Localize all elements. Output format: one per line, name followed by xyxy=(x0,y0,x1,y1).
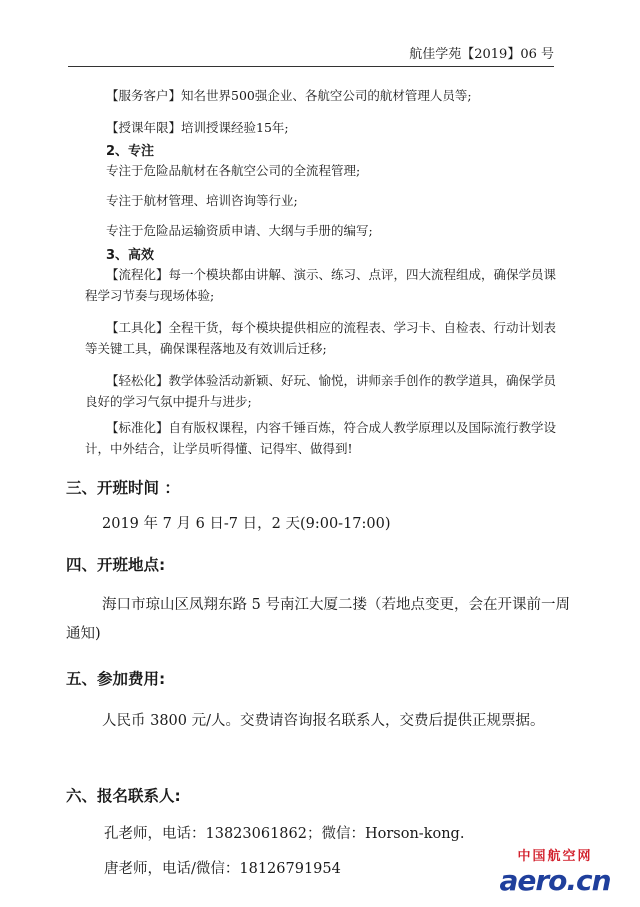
efficient-subtitle: 3、高效 xyxy=(106,248,155,263)
efficient-item: 【工具化】全程干货，每个模块提供相应的流程表、学习卡、自检表、行动计划表等关键工具，确保课程落地及有效训后迁移; xyxy=(85,320,557,356)
place-value: 海口市琼山区凤翔东路 5 号南江大厦二搂（若地点变更，会在开课前一周通知) xyxy=(66,597,570,642)
teaching-years-line: 【授课年限】培训授课经验15年; xyxy=(106,120,289,135)
service-clients-line: 【服务客户】知名世界500强企业、各航空公司的航材管理人员等; xyxy=(106,88,472,103)
fee-value: 人民币 3800 元/人。交费请咨询报名联系人，交费后提供正规票据。 xyxy=(102,713,545,729)
focus-item: 专注于航材管理、培训咨询等行业; xyxy=(106,193,298,208)
contact-line: 孔老师，电话：13823061862；微信：Horson-kong. xyxy=(104,826,465,842)
efficient-item: 【轻松化】教学体验活动新颖、好玩、愉悦，讲师亲手创作的教学道具，确保学员良好的学习气氛中提升与进步; xyxy=(85,373,557,409)
aero-cn-watermark-logo xyxy=(480,849,630,899)
watermark-cn-text: 中国航空网 xyxy=(517,849,593,864)
watermark-en-text: aero.cn xyxy=(499,864,611,897)
document-header: 航佳学苑【2019】06 号 xyxy=(68,44,554,67)
section-title-place: 四、开班地点: xyxy=(66,556,166,574)
efficient-item: 【流程化】每一个模块都由讲解、演示、练习、点评，四大流程组成，确保学员课程学习节奏与现场体验; xyxy=(85,267,557,303)
focus-subtitle: 2、专注 xyxy=(106,144,155,159)
section-title-contact: 六、报名联系人: xyxy=(66,787,181,805)
time-value: 2019 年 7 月 6 日-7 日，2 天(9:00-17:00) xyxy=(102,516,391,532)
focus-item: 专注于危险品航材在各航空公司的全流程管理; xyxy=(106,163,361,178)
efficient-item: 【标准化】自有版权课程，内容千锤百炼，符合成人教学原理以及国际流行教学设计，中外结合，让学员听得懂、记得牢、做得到! xyxy=(85,420,557,456)
focus-item: 专注于危险品运输资质申请、大纲与手册的编写; xyxy=(106,223,373,238)
section-title-time: 三、开班时间 ： xyxy=(66,479,180,497)
section-title-fee: 五、参加费用: xyxy=(66,670,166,688)
contact-line: 唐老师，电话/微信：18126791954 xyxy=(104,861,341,877)
